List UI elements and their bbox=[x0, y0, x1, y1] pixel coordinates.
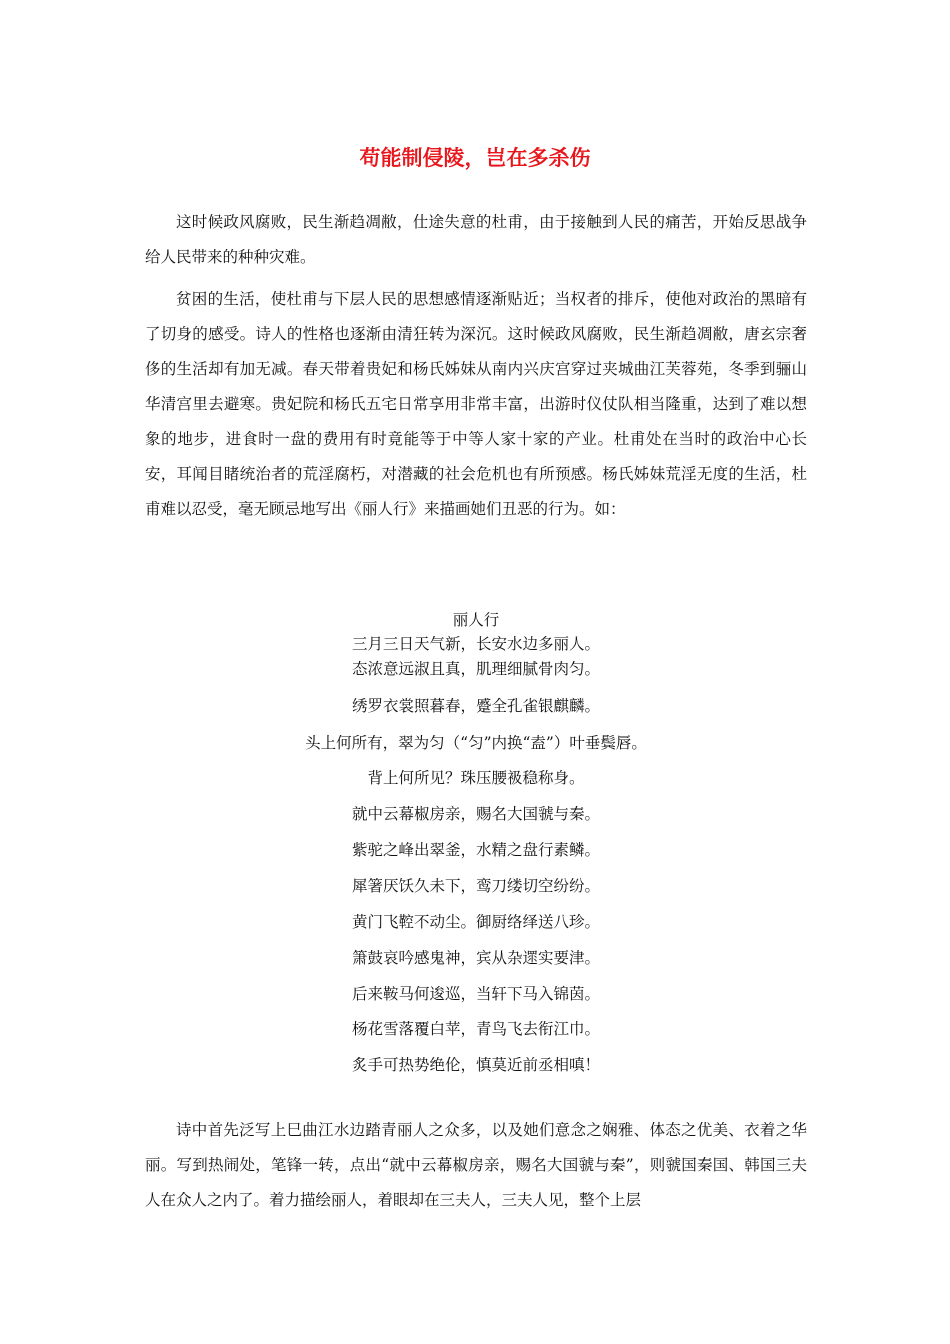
poem-line: 黄门飞鞚不动尘。御厨络绎送八珍。 bbox=[351, 913, 600, 931]
poem-line: 头上何所有，翠为匀（“匀”内换“盍”）叶垂鬓唇。 bbox=[305, 734, 647, 752]
paragraph-3: 诗中首先泛写上巳曲江水边踏青丽人之众多，以及她们意念之娴雅、体态之优美、衣着之华丽。写到热闹处，笔锋一转，点出“就中云幕椒房亲，赐名大国虢与秦”，则虢国秦国、韩国三夫人在众人之内了。着力描绘丽人，着眼却在三夫人，三夫人见，整个上层 bbox=[145, 1121, 807, 1209]
poem-line: 紫驼之峰出翠釜，水精之盘行素鳞。 bbox=[351, 841, 600, 859]
document-title: 苟能制侵陵，岂在多杀伤 bbox=[359, 146, 591, 170]
poem-line: 就中云幕椒房亲，赐名大国虢与秦。 bbox=[351, 805, 600, 823]
poem-line: 态浓意远淑且真，肌理细腻骨肉匀。 bbox=[351, 660, 600, 678]
paragraph-2: 贫困的生活，使杜甫与下层人民的思想感情逐渐贴近；当权者的排斥，使他对政治的黑暗有了切身的感受。诗人的性格也逐渐由清狂转为深沉。这时候政风腐败，民生渐趋凋敝，唐玄宗奢侈的生活却有加无减。春天带着贵妃和杨氏姊妹从南内兴庆宫穿过夹城曲江芙蓉苑，冬季到骊山华清宫里去避寒。贵妃院和杨氏五宅日常享用非常丰富，出游时仪仗队相当隆重，达到了难以想象的地步，进食时一盘的费用有时竟能等于中等人家十家的产业。杜甫处在当时的政治中心长安，耳闻目睹统治者的荒淫腐朽，对潜藏的社会危机也有所预感。杨氏姊妹荒淫无度的生活，杜甫难以忍受，毫无顾忌地写出《丽人行》来描画她们丑恶的行为。如： bbox=[145, 290, 807, 518]
poem-line: 炙手可热势绝伦，慎莫近前丞相嗔！ bbox=[351, 1056, 600, 1074]
poem-title: 丽人行 bbox=[452, 611, 500, 629]
poem-line: 背上何所见？珠压腰衱稳称身。 bbox=[367, 769, 585, 787]
poem-line: 犀箸厌饫久未下，鸾刀缕切空纷纷。 bbox=[351, 877, 600, 895]
paragraph-1: 这时候政风腐败，民生渐趋凋敝，仕途失意的杜甫，由于接触到人民的痛苦，开始反思战争给人民带来的种种灾难。 bbox=[145, 213, 807, 266]
poem-line: 杨花雪落覆白苹，青鸟飞去衔江巾。 bbox=[351, 1020, 600, 1038]
poem-line: 绣罗衣裳照暮春，蹙全孔雀银麒麟。 bbox=[351, 697, 600, 715]
poem-line: 后来鞍马何逡巡，当轩下马入锦茵。 bbox=[351, 985, 600, 1003]
poem-line: 三月三日天气新，长安水边多丽人。 bbox=[351, 635, 600, 653]
poem-line: 箫鼓哀吟感鬼神，宾从杂遝实要津。 bbox=[351, 949, 600, 967]
